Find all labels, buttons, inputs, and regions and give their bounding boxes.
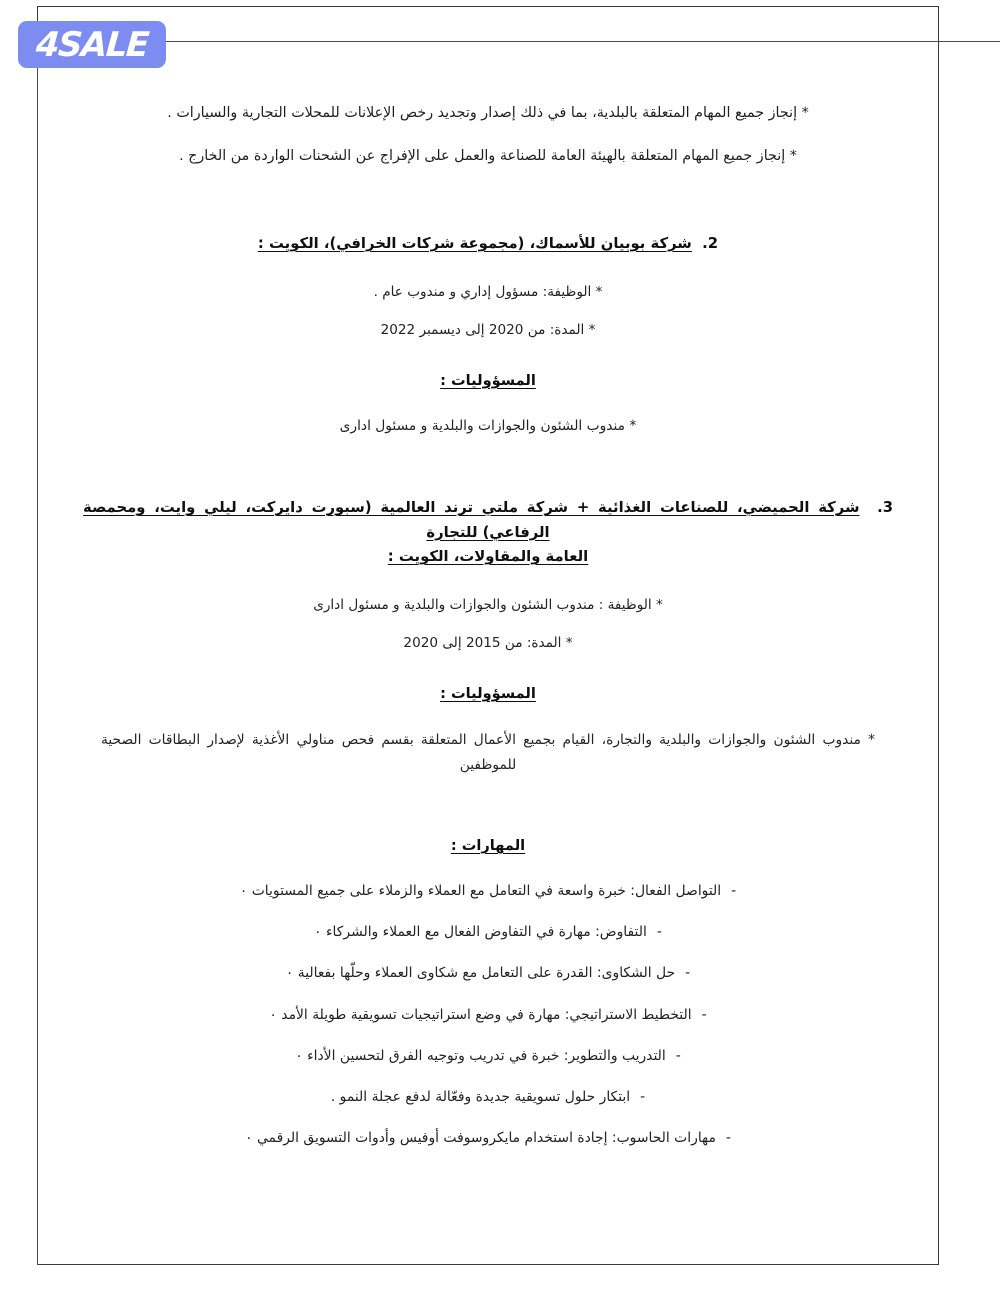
spacer (83, 256, 893, 282)
section-3-heading-line2 (83, 545, 893, 569)
spacer (83, 671, 893, 685)
skill-text: ابتكار حلول تسويقية جديدة وفعّالة لدفع عجلة النمو . (330, 1089, 631, 1106)
skill-text: التخطيط الاستراتيجي: مهارة في وضع استراتيجيات تسويقية طويلة الأمد ٠ (269, 1006, 692, 1023)
dash-bullet: - (731, 882, 737, 899)
skill-item (83, 1004, 893, 1026)
section-2-bullet-1: * الوظيفة: مسؤول إداري و مندوب عام . (373, 284, 603, 301)
intro-bullet-1: * إنجاز جميع المهام المتعلقة بالبلدية، بما في ذلك إصدار وتجديد رخص الإعلانات للمحلات التجارية والسيارات . (167, 105, 809, 121)
skill-item (83, 921, 893, 943)
skill-text: التفاوض: مهارة في التفاوض الفعال مع العملاء والشركاء ٠ (314, 924, 647, 941)
section-3-title-line2: العامة والمقاولات، الكويت : (387, 547, 589, 565)
section-2-bullet-2: * المدة: من 2020 إلى ديسمبر 2022 (380, 321, 596, 338)
skill-item (83, 880, 893, 902)
section-3-responsibilities-paragraph: * مندوب الشئون والجوازات والبلدية والتجارة، القيام بجميع الأعمال المتعلقة بقسم فحص مناولي الأغذية لإصدار البطاقات الصحية للموظفين (101, 731, 875, 774)
spacer (83, 779, 893, 837)
section-3-title-line1: شركة الحميضي، للصناعات الغذائية + شركة ملتي ترند العالمية (سبورت دايركت، ليلي وايت، ومحمصة الرفاعي) للتجارة (83, 499, 860, 541)
section-3-responsibilities-label: المسؤوليات : (440, 684, 536, 702)
spacer (83, 702, 893, 728)
spacer (83, 569, 893, 595)
section-2-number: 2. (702, 234, 719, 252)
section-2-heading (83, 232, 893, 256)
skill-text: حل الشكاوى: القدرة على التعامل مع شكاوى العملاء وحلّها بفعالية ٠ (285, 965, 676, 982)
section-2-responsibilities-label: المسؤوليات : (440, 371, 536, 389)
spacer (83, 438, 893, 496)
dash-bullet: - (675, 1047, 681, 1064)
spacer (83, 854, 893, 880)
section-2-title: شركة بوبيان للأسماك، (مجموعة شركات الخرافي)، الكويت : (257, 234, 692, 252)
dash-bullet: - (701, 1006, 707, 1023)
skill-text: التواصل الفعال: خبرة واسعة في التعامل مع العملاء والزملاء على جميع المستويات ٠ (239, 882, 722, 899)
skill-item (83, 1045, 893, 1067)
skills-heading (83, 837, 893, 854)
section-3-bullet-2: * المدة: من 2015 إلى 2020 (403, 635, 573, 652)
intro-bullet-2: * إنجاز جميع المهام المتعلقة بالهيئة العامة للصناعة والعمل على الإفراج عن الشحنات الواردة من الخارج . (179, 147, 797, 164)
section-3-heading (83, 496, 893, 545)
dash-bullet: - (725, 1130, 731, 1147)
skills-heading-label: المهارات : (450, 836, 526, 854)
cv-document-page (34, 6, 939, 1265)
spacer (83, 188, 893, 232)
section-3-bullet-1: * الوظيفة : مندوب الشئون والجوازات والبلدية و مسئول ادارى (313, 597, 663, 614)
skills-list (83, 880, 893, 1150)
skill-item (83, 962, 893, 984)
skill-item (83, 1127, 893, 1149)
dash-bullet: - (656, 924, 662, 941)
spacer (83, 358, 893, 372)
skill-text: التدريب والتطوير: خبرة في تدريب وتوجيه الفرق لتحسين الأداء ٠ (295, 1047, 666, 1064)
skill-text: مهارات الحاسوب: إجادة استخدام مايكروسوفت أوفيس وأدوات التسويق الرقمي ٠ (245, 1130, 716, 1147)
dash-bullet: - (640, 1089, 646, 1106)
section-3-responsibilities-heading (83, 685, 893, 702)
dash-bullet: - (685, 965, 691, 982)
skill-item (83, 1086, 893, 1108)
4sale-watermark-logo (18, 21, 166, 68)
spacer (83, 389, 893, 415)
section-2-responsibility-1: * مندوب الشئون والجوازات والبلدية و مسئول ادارى (339, 417, 637, 434)
watermark-label: 4SALE (34, 24, 150, 65)
section-3-number: 3. (877, 499, 893, 517)
section-2-responsibilities-heading (83, 372, 893, 389)
